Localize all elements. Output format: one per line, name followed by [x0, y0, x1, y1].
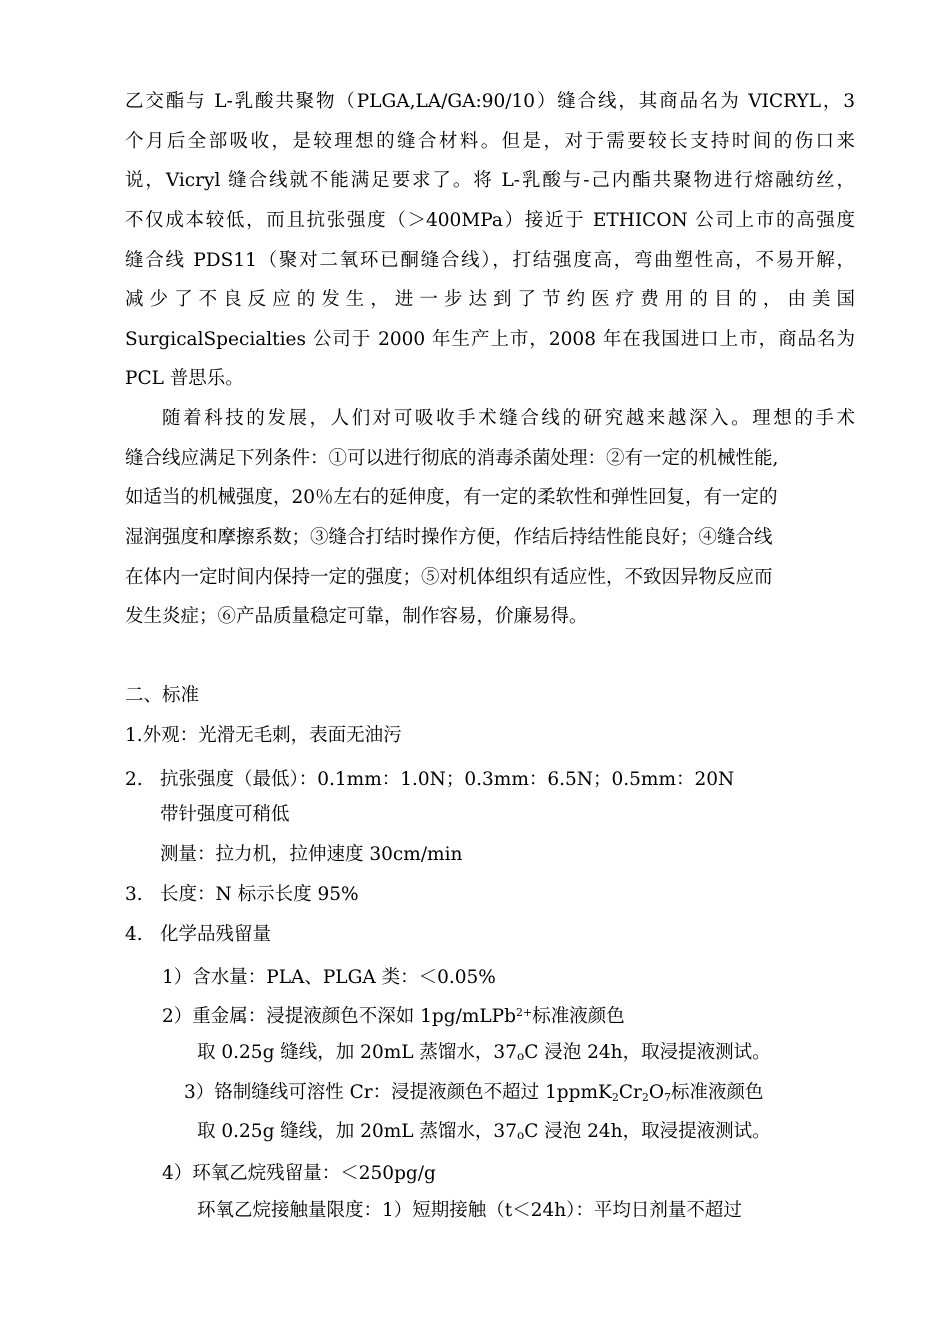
- sub-item-ethylene-oxide: 4）环氧乙烷残留量：＜250pg/g: [162, 1163, 436, 1184]
- heavy-metal-method-b: C 浸泡 24h，取浸提液测试。: [524, 1042, 771, 1063]
- degree-mark: o: [516, 1049, 525, 1063]
- paragraph1-line-8: PCL 普思乐。: [125, 368, 244, 389]
- chromium-sub-1: 2: [611, 1091, 619, 1104]
- paragraph1-line-7: SurgicalSpecialties 公司于 2000 年生产上市，2008 年在我国进口上市，商品名为: [125, 329, 855, 350]
- chromium-method-a: 取 0.25g 缝线，加 20mL 蒸馏水，37: [197, 1121, 517, 1142]
- chromium-method-b: C 浸泡 24h，取浸提液测试。: [524, 1121, 771, 1142]
- chromium-sub-2: 2: [641, 1091, 649, 1104]
- item2-number: 2.: [125, 769, 143, 790]
- standard-item-tensile-strength: 抗张强度（最低）：0.1mm：1.0N；0.3mm：6.5N；0.5mm：20N: [160, 769, 735, 790]
- sub-item-chromium: [184, 1081, 764, 1105]
- paragraph2-line-5: 在体内一定时间内保持一定的强度；⑤对机体组织有适应性，不致因异物反应而: [125, 567, 773, 588]
- standard-item-chemical-residue: 化学品残留量: [160, 924, 272, 945]
- item4-number: 4.: [125, 924, 143, 945]
- heavy-metal-text-end: 标准液颜色: [532, 1006, 625, 1027]
- paragraph2-line-6: 发生炎症；⑥产品质量稳定可靠，制作容易，价廉易得。: [125, 606, 588, 627]
- chromium-method: [197, 1120, 771, 1144]
- paragraph2-line-4: 湿润强度和摩擦系数；③缝合打结时操作方便，作结后持结性能良好；④缝合线: [125, 527, 773, 548]
- chromium-sub-3: 7: [664, 1091, 672, 1104]
- heavy-metal-method: [197, 1041, 771, 1065]
- paragraph2-line-2: 缝合线应满足下列条件：①可以进行彻底的消毒杀菌处理：②有一定的机械性能,: [125, 448, 779, 469]
- paragraph2-line-1: 随着科技的发展，人们对可吸收手术缝合线的研究越来越深入。理想的手术: [162, 408, 855, 429]
- heavy-metal-superscript: 2+: [515, 1006, 533, 1019]
- paragraph1-line-3: 说，Vicryl 缝合线就不能满足要求了。将 L-乳酸与-己内酯共聚物进行熔融纺丝，: [125, 170, 855, 191]
- paragraph1-line-6: 减少了不良反应的发生，进一步达到了节约医疗费用的目的，由美国: [125, 289, 855, 310]
- ethylene-oxide-limit: 环氧乙烷接触量限度：1）短期接触（t＜24h）：平均日剂量不超过: [197, 1200, 742, 1221]
- paragraph2-line-3: 如适当的机械强度，20％左右的延伸度，有一定的柔软性和弹性回复，有一定的: [125, 487, 778, 508]
- chromium-text-end: 标准液颜色: [671, 1082, 764, 1103]
- standard-item-appearance: 1.外观：光滑无毛刺，表面无油污: [125, 725, 402, 746]
- tensile-needle-note: 带针强度可稍低: [160, 804, 290, 825]
- section-heading: 二、标准: [125, 685, 200, 706]
- chromium-o: O: [648, 1082, 665, 1103]
- paragraph1-line-2: 个月后全部吸收，是较理想的缝合材料。但是，对于需要较长支持时间的伤口来: [125, 131, 855, 152]
- chromium-cr: Cr: [618, 1082, 642, 1103]
- paragraph1-line-1: 乙交酯与 L-乳酸共聚物（PLGA,LA/GA:90/10）缝合线，其商品名为 VICRYL，3: [125, 91, 855, 112]
- tensile-measure-note: 测量：拉力机，拉伸速度 30cm/min: [160, 844, 463, 865]
- sub-item-heavy-metal: [162, 1001, 625, 1025]
- sub-item-water-content: 1）含水量：PLA、PLGA 类：＜0.05%: [162, 967, 496, 988]
- paragraph1-line-4: 不仅成本较低，而且抗张强度（＞400MPa）接近于 ETHICON 公司上市的高强度: [125, 210, 855, 231]
- standard-item-length: 长度：N 标示长度 95%: [160, 884, 359, 905]
- degree-mark: o: [516, 1128, 525, 1142]
- item3-number: 3.: [125, 884, 143, 905]
- chromium-text: 3）铬制缝线可溶性 Cr：浸提液颜色不超过 1ppmK: [184, 1082, 612, 1103]
- paragraph1-line-5: 缝合线 PDS11（聚对二氧环已酮缝合线），打结强度高，弯曲塑性高，不易开解，: [125, 250, 855, 271]
- heavy-metal-text: 2）重金属：浸提液颜色不深如 1pg/mLPb: [162, 1006, 516, 1027]
- heavy-metal-method-a: 取 0.25g 缝线，加 20mL 蒸馏水，37: [197, 1042, 517, 1063]
